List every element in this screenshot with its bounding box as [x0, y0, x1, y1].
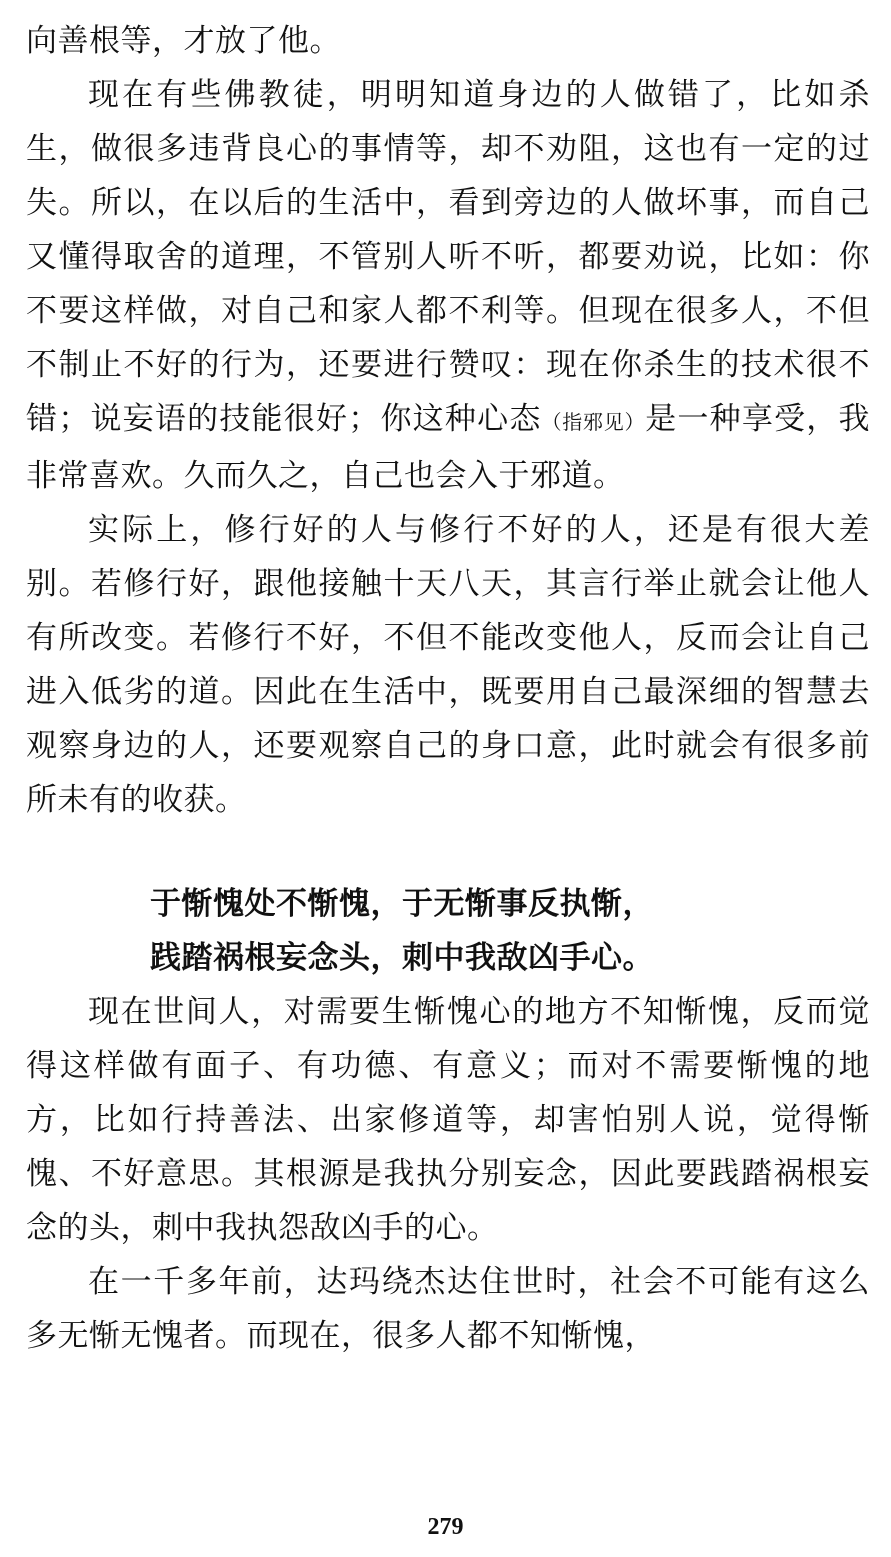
paragraph-2-text-a: 现在有些佛教徒，明明知道身边的人做错了，比如杀生，做很多违背良心的事情等，却不劝阻，这也有一定的过失。所以，在以后的生活中，看到旁边的人做坏事，而自己又懂得取舍的道理，不管别人听不听，都要劝说，比如：你不要这样做，对自己和家人都不利等。但现在很多人，不但不制止不好的行为，还要进行赞叹：现在你杀生的技术很不错；说妄语的技能很好；你这种心态	[26, 77, 870, 437]
paragraph-2-text-b: 是一种享受，我非常喜欢。久而久之，自己也会入于邪道。	[26, 401, 871, 494]
paragraph-5: 在一千多年前，达玛绕杰达住世时，社会不可能有这么多无惭无愧者。而现在，很多人都不知惭愧，	[26, 1264, 870, 1354]
paragraph-4: 现在世间人，对需要生惭愧心的地方不知惭愧，反而觉得这样做有面子、有功德、有意义；而对不需要惭愧的地方，比如行持善法、出家修道等，却害怕别人说，觉得惭愧、不好意思。其根源是我执分别妄念，因此要践踏祸根妄念的头，刺中我执怨敌凶手的心。	[26, 994, 870, 1246]
paragraph-3: 实际上，修行好的人与修行不好的人，还是有很大差别。若修行好，跟他接触十天八天，其言行举止就会让他人有所改变。若修行不好，不但不能改变他人，反而会让自己进入低劣的道。因此在生活中，既要用自己最深细的智慧去观察身边的人，还要观察自己的身口意，此时就会有很多前所未有的收获。	[26, 512, 870, 818]
inline-note: （指邪见）	[541, 410, 646, 434]
paragraph-2	[26, 68, 870, 503]
paragraph-1: 向善根等，才放了他。	[26, 23, 341, 59]
verse-block	[26, 877, 870, 985]
page-number: 279	[427, 1514, 464, 1540]
verse-line-1: 于惭愧处不惭愧，于无惭事反执惭，	[150, 886, 654, 922]
verse-line-2: 践踏祸根妄念头，刺中我敌凶手心。	[150, 940, 654, 976]
page-body	[26, 14, 870, 1363]
